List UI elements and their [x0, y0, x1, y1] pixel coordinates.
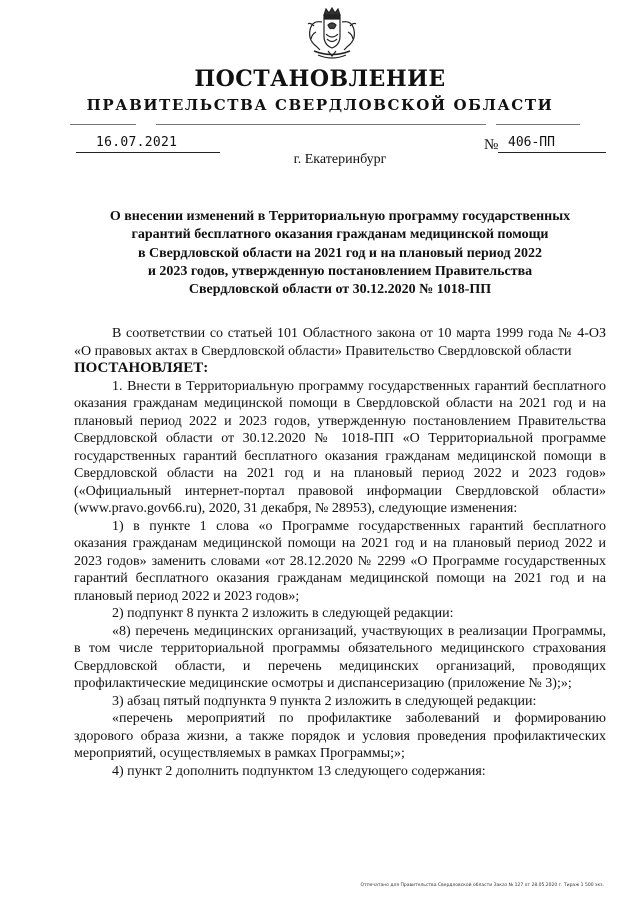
document-title: ПОСТАНОВЛЕНИЕ [194, 66, 446, 92]
number-label: № [484, 137, 499, 153]
coat-of-arms-icon [302, 6, 362, 64]
heading-line: гарантий бесплатного оказания гражданам медицинской помощи [131, 227, 549, 243]
document-number: 406-ПП [508, 135, 555, 150]
paragraph-subitem-4: 4) пункт 2 дополнить подпунктом 13 следующего содержания: [112, 763, 486, 779]
paragraph-resolves: ПОСТАНОВЛЯЕТ: [74, 360, 209, 376]
heading-line: О внесении изменений в Территориальную программу государственных [109, 209, 571, 224]
paragraph-subitem-2: 2) подпункт 8 пункта 2 изложить в следующей редакции: [112, 606, 454, 621]
document-body [74, 325, 606, 780]
document-heading [70, 208, 610, 299]
paragraph-subitem-3: 3) абзац пятый подпункта 9 пункта 2 изложить в следующей редакции: [112, 693, 537, 709]
header-rule-left [70, 124, 136, 125]
document-city: г. Екатеринбург [293, 152, 387, 167]
paragraph-preamble: В соответствии со статьей 101 Областного закона от 10 марта 1999 года № 4-ОЗ «О правовых актах в Свердловской области» Правительство Свердловской области [74, 326, 606, 359]
document-subtitle: ПРАВИТЕЛЬСТВА СВЕРДЛОВСКОЙ ОБЛАСТИ [86, 96, 554, 114]
header-rule-center [156, 124, 486, 125]
heading-line: и 2023 годов, утвержденную постановлением Правительства [147, 263, 533, 279]
paragraph-subitem-1: 1) в пункте 1 слова «о Программе государственных гарантий бесплатного оказания гражданам медицинской помощи на 2021 год и на плановый период 2022 и 2023 годов» заменить словами «от 28.12.2020 № 2299 «О Программе государственных гарантий бесплатного оказания гражданам медицинской помощи на 2021 год и на плановый период 2022 и 2023 годов»; [74, 518, 606, 604]
paragraph-subitem-2-text: «8) перечень медицинских организаций, участвующих в реализации Программы, в том числе территориальной программы обязательного медицинского страхования Свердловской области, и перечень медицинских организаций, проводящих профилактические медицинские осмотры и диспансеризацию (приложение № 3);»; [74, 623, 606, 691]
paragraph-subitem-3-text: «перечень мероприятий по профилактике заболеваний и формированию здорового образа жизни, а также порядок и условия проведения профилактических мероприятий, осуществляемых в рамках Программы;»; [74, 711, 606, 761]
header-rule-right [496, 124, 580, 125]
print-note: Отпечатано для Правительства Свердловской области Заказ № 127 от 28.05.2020 г. Тираж 1 500 экз. [360, 883, 604, 888]
heading-line: в Свердловской области на 2021 год и на плановый период 2022 [137, 245, 543, 261]
document-date: 16.07.2021 [96, 135, 178, 150]
paragraph-item-1: 1. Внести в Территориальную программу государственных гарантий бесплатного оказания гражданам медицинской помощи в Свердловской области на 2021 год и на плановый период 2022 и 2023 годов, утвержденную постановлением Правительства Свердловской области от 30.12.2020 № 1018-ПП «О Территориальной программе государственных гарантий бесплатного оказания гражданам медицинской помощи в Свердловской области на 2021 год и на плановый период 2022 и 2023 годов» («Официальный интернет-портал правовой информации Свердловской области» (www.pravo.gov66.ru), 2020, 31 декабря, № 28953), следующие изменения: [74, 378, 606, 516]
heading-line: Свердловской области от 30.12.2020 № 1018-ПП [188, 282, 492, 298]
